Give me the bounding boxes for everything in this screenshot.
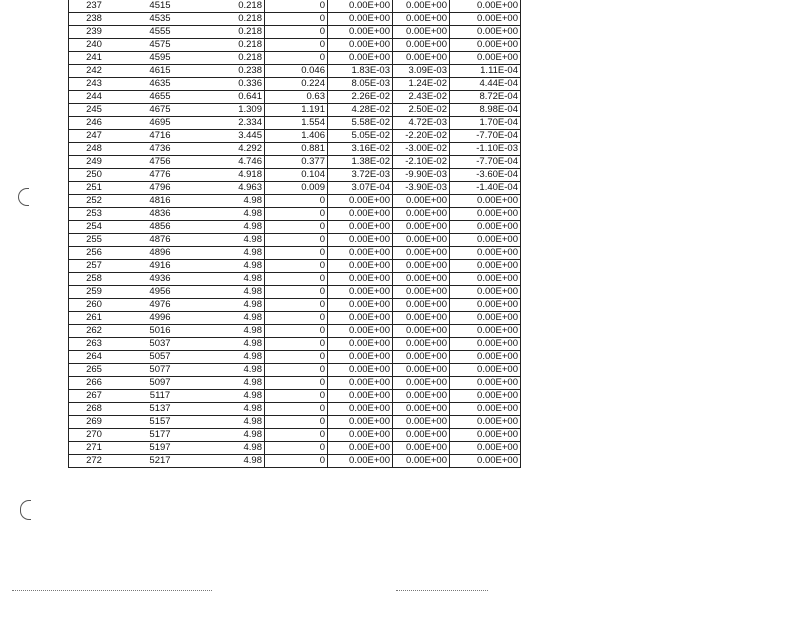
cumulative-value-cell: 4.98	[200, 403, 265, 416]
position-cell: 4936	[120, 273, 200, 286]
row-number-cell: 241	[68, 52, 120, 65]
value-cell: 0	[265, 13, 328, 26]
row-number-cell: 254	[68, 221, 120, 234]
value-cell: 0	[265, 195, 328, 208]
position-cell: 4916	[120, 260, 200, 273]
first-derivative-cell: 0.00E+00	[328, 247, 393, 260]
table-row	[68, 351, 521, 364]
second-derivative-cell: 0.00E+00	[393, 39, 450, 52]
position-cell: 4615	[120, 65, 200, 78]
second-derivative-cell: 0.00E+00	[393, 195, 450, 208]
table-row	[68, 403, 521, 416]
third-derivative-cell: 0.00E+00	[450, 312, 521, 325]
cumulative-value-cell: 4.98	[200, 442, 265, 455]
third-derivative-cell: 0.00E+00	[450, 364, 521, 377]
data-table	[68, 0, 521, 468]
table-row	[68, 26, 521, 39]
table-row	[68, 52, 521, 65]
value-cell: 0	[265, 403, 328, 416]
table-row	[68, 104, 521, 117]
value-cell: 0.881	[265, 143, 328, 156]
position-cell: 5137	[120, 403, 200, 416]
cumulative-value-cell: 4.98	[200, 234, 265, 247]
row-number-cell: 250	[68, 169, 120, 182]
second-derivative-cell: 0.00E+00	[393, 403, 450, 416]
row-number-cell: 238	[68, 13, 120, 26]
spreadsheet-page	[68, 0, 520, 468]
value-cell: 0	[265, 312, 328, 325]
first-derivative-cell: 2.26E-02	[328, 91, 393, 104]
value-cell: 0	[265, 364, 328, 377]
cumulative-value-cell: 3.445	[200, 130, 265, 143]
second-derivative-cell: 0.00E+00	[393, 299, 450, 312]
cumulative-value-cell: 4.746	[200, 156, 265, 169]
row-number-cell: 272	[68, 455, 120, 468]
first-derivative-cell: 0.00E+00	[328, 390, 393, 403]
position-cell: 5157	[120, 416, 200, 429]
second-derivative-cell: -2.10E-02	[393, 156, 450, 169]
position-cell: 4695	[120, 117, 200, 130]
table-row	[68, 260, 521, 273]
third-derivative-cell: 0.00E+00	[450, 234, 521, 247]
value-cell: 0	[265, 442, 328, 455]
row-number-cell: 266	[68, 377, 120, 390]
second-derivative-cell: 0.00E+00	[393, 416, 450, 429]
row-number-cell: 252	[68, 195, 120, 208]
position-cell: 4575	[120, 39, 200, 52]
scan-artifact-mark	[18, 188, 29, 206]
first-derivative-cell: 0.00E+00	[328, 26, 393, 39]
cumulative-value-cell: 4.98	[200, 390, 265, 403]
value-cell: 0	[265, 377, 328, 390]
table-row	[68, 117, 521, 130]
value-cell: 0	[265, 429, 328, 442]
first-derivative-cell: 0.00E+00	[328, 455, 393, 468]
position-cell: 5097	[120, 377, 200, 390]
row-number-cell: 247	[68, 130, 120, 143]
third-derivative-cell: -3.60E-04	[450, 169, 521, 182]
table-row	[68, 273, 521, 286]
first-derivative-cell: 0.00E+00	[328, 208, 393, 221]
value-cell: 0	[265, 234, 328, 247]
row-number-cell: 263	[68, 338, 120, 351]
position-cell: 4675	[120, 104, 200, 117]
second-derivative-cell: -3.90E-03	[393, 182, 450, 195]
value-cell: 1.191	[265, 104, 328, 117]
row-number-cell: 257	[68, 260, 120, 273]
second-derivative-cell: 0.00E+00	[393, 26, 450, 39]
position-cell: 4716	[120, 130, 200, 143]
third-derivative-cell: 0.00E+00	[450, 416, 521, 429]
second-derivative-cell: 0.00E+00	[393, 364, 450, 377]
table-row	[68, 13, 521, 26]
third-derivative-cell: 0.00E+00	[450, 0, 521, 13]
first-derivative-cell: 0.00E+00	[328, 260, 393, 273]
table-row	[68, 78, 521, 91]
first-derivative-cell: 0.00E+00	[328, 442, 393, 455]
cumulative-value-cell: 4.98	[200, 260, 265, 273]
second-derivative-cell: -2.20E-02	[393, 130, 450, 143]
row-number-cell: 243	[68, 78, 120, 91]
first-derivative-cell: 3.72E-03	[328, 169, 393, 182]
row-number-cell: 237	[68, 0, 120, 13]
first-derivative-cell: 4.28E-02	[328, 104, 393, 117]
table-row	[68, 221, 521, 234]
table-row	[68, 39, 521, 52]
first-derivative-cell: 0.00E+00	[328, 351, 393, 364]
cumulative-value-cell: 4.98	[200, 351, 265, 364]
third-derivative-cell: 0.00E+00	[450, 325, 521, 338]
cumulative-value-cell: 0.218	[200, 26, 265, 39]
cumulative-value-cell: 4.98	[200, 429, 265, 442]
value-cell: 0	[265, 221, 328, 234]
row-number-cell: 240	[68, 39, 120, 52]
value-cell: 0.224	[265, 78, 328, 91]
second-derivative-cell: 0.00E+00	[393, 234, 450, 247]
table-row	[68, 247, 521, 260]
first-derivative-cell: 0.00E+00	[328, 403, 393, 416]
value-cell: 0	[265, 325, 328, 338]
second-derivative-cell: 0.00E+00	[393, 208, 450, 221]
third-derivative-cell: 0.00E+00	[450, 455, 521, 468]
first-derivative-cell: 0.00E+00	[328, 195, 393, 208]
first-derivative-cell: 0.00E+00	[328, 312, 393, 325]
third-derivative-cell: 0.00E+00	[450, 299, 521, 312]
position-cell: 4996	[120, 312, 200, 325]
value-cell: 0.104	[265, 169, 328, 182]
second-derivative-cell: 0.00E+00	[393, 286, 450, 299]
table-row	[68, 390, 521, 403]
second-derivative-cell: 0.00E+00	[393, 13, 450, 26]
row-number-cell: 259	[68, 286, 120, 299]
row-number-cell: 269	[68, 416, 120, 429]
row-number-cell: 268	[68, 403, 120, 416]
cumulative-value-cell: 0.218	[200, 13, 265, 26]
first-derivative-cell: 0.00E+00	[328, 273, 393, 286]
cumulative-value-cell: 4.98	[200, 208, 265, 221]
first-derivative-cell: 0.00E+00	[328, 338, 393, 351]
third-derivative-cell: 0.00E+00	[450, 13, 521, 26]
value-cell: 0.046	[265, 65, 328, 78]
position-cell: 4635	[120, 78, 200, 91]
cumulative-value-cell: 0.641	[200, 91, 265, 104]
table-row	[68, 312, 521, 325]
cumulative-value-cell: 0.218	[200, 0, 265, 13]
third-derivative-cell: 0.00E+00	[450, 286, 521, 299]
cumulative-value-cell: 4.98	[200, 338, 265, 351]
position-cell: 4836	[120, 208, 200, 221]
first-derivative-cell: 0.00E+00	[328, 364, 393, 377]
third-derivative-cell: 0.00E+00	[450, 26, 521, 39]
second-derivative-cell: 4.72E-03	[393, 117, 450, 130]
first-derivative-cell: 8.05E-03	[328, 78, 393, 91]
first-derivative-cell: 1.38E-02	[328, 156, 393, 169]
second-derivative-cell: 0.00E+00	[393, 442, 450, 455]
table-row	[68, 65, 521, 78]
position-cell: 4956	[120, 286, 200, 299]
third-derivative-cell: 0.00E+00	[450, 442, 521, 455]
position-cell: 4595	[120, 52, 200, 65]
row-number-cell: 260	[68, 299, 120, 312]
position-cell: 4555	[120, 26, 200, 39]
value-cell: 0	[265, 247, 328, 260]
cumulative-value-cell: 4.292	[200, 143, 265, 156]
third-derivative-cell: 1.70E-04	[450, 117, 521, 130]
row-number-cell: 255	[68, 234, 120, 247]
footer-dotted-line	[12, 590, 212, 591]
scan-artifact-mark	[20, 500, 31, 520]
first-derivative-cell: 0.00E+00	[328, 325, 393, 338]
cumulative-value-cell: 0.336	[200, 78, 265, 91]
table-row	[68, 377, 521, 390]
table-row	[68, 338, 521, 351]
third-derivative-cell: 0.00E+00	[450, 221, 521, 234]
table-row	[68, 455, 521, 468]
first-derivative-cell: 5.58E-02	[328, 117, 393, 130]
value-cell: 0	[265, 299, 328, 312]
third-derivative-cell: -1.10E-03	[450, 143, 521, 156]
value-cell: 0	[265, 455, 328, 468]
cumulative-value-cell: 1.309	[200, 104, 265, 117]
position-cell: 4856	[120, 221, 200, 234]
value-cell: 0	[265, 0, 328, 13]
table-row	[68, 299, 521, 312]
footer-dotted-line	[396, 590, 488, 591]
value-cell: 0	[265, 390, 328, 403]
third-derivative-cell: -7.70E-04	[450, 156, 521, 169]
first-derivative-cell: 0.00E+00	[328, 416, 393, 429]
row-number-cell: 245	[68, 104, 120, 117]
row-number-cell: 244	[68, 91, 120, 104]
value-cell: 0	[265, 416, 328, 429]
table-row	[68, 169, 521, 182]
row-number-cell: 249	[68, 156, 120, 169]
row-number-cell: 251	[68, 182, 120, 195]
second-derivative-cell: 0.00E+00	[393, 221, 450, 234]
cumulative-value-cell: 4.98	[200, 325, 265, 338]
value-cell: 0	[265, 52, 328, 65]
row-number-cell: 256	[68, 247, 120, 260]
third-derivative-cell: 0.00E+00	[450, 429, 521, 442]
third-derivative-cell: 0.00E+00	[450, 39, 521, 52]
value-cell: 0	[265, 351, 328, 364]
first-derivative-cell: 0.00E+00	[328, 0, 393, 13]
row-number-cell: 262	[68, 325, 120, 338]
second-derivative-cell: 0.00E+00	[393, 260, 450, 273]
cumulative-value-cell: 0.218	[200, 52, 265, 65]
second-derivative-cell: 2.43E-02	[393, 91, 450, 104]
cumulative-value-cell: 4.98	[200, 364, 265, 377]
row-number-cell: 239	[68, 26, 120, 39]
cumulative-value-cell: 4.98	[200, 273, 265, 286]
row-number-cell: 270	[68, 429, 120, 442]
first-derivative-cell: 0.00E+00	[328, 377, 393, 390]
value-cell: 0	[265, 260, 328, 273]
value-cell: 0.009	[265, 182, 328, 195]
cumulative-value-cell: 0.218	[200, 39, 265, 52]
value-cell: 0	[265, 273, 328, 286]
position-cell: 5016	[120, 325, 200, 338]
first-derivative-cell: 3.16E-02	[328, 143, 393, 156]
second-derivative-cell: 0.00E+00	[393, 390, 450, 403]
second-derivative-cell: -9.90E-03	[393, 169, 450, 182]
cumulative-value-cell: 4.98	[200, 195, 265, 208]
row-number-cell: 264	[68, 351, 120, 364]
first-derivative-cell: 0.00E+00	[328, 221, 393, 234]
cumulative-value-cell: 4.98	[200, 247, 265, 260]
third-derivative-cell: 0.00E+00	[450, 403, 521, 416]
third-derivative-cell: -1.40E-04	[450, 182, 521, 195]
table-row	[68, 208, 521, 221]
table-row	[68, 364, 521, 377]
second-derivative-cell: 0.00E+00	[393, 0, 450, 13]
third-derivative-cell: 0.00E+00	[450, 195, 521, 208]
cumulative-value-cell: 2.334	[200, 117, 265, 130]
third-derivative-cell: 0.00E+00	[450, 338, 521, 351]
value-cell: 0	[265, 208, 328, 221]
second-derivative-cell: 0.00E+00	[393, 273, 450, 286]
third-derivative-cell: 0.00E+00	[450, 377, 521, 390]
second-derivative-cell: 0.00E+00	[393, 377, 450, 390]
row-number-cell: 265	[68, 364, 120, 377]
third-derivative-cell: 1.11E-04	[450, 65, 521, 78]
position-cell: 5057	[120, 351, 200, 364]
second-derivative-cell: -3.00E-02	[393, 143, 450, 156]
second-derivative-cell: 0.00E+00	[393, 325, 450, 338]
left-border-line	[68, 0, 69, 468]
cumulative-value-cell: 4.98	[200, 299, 265, 312]
position-cell: 4976	[120, 299, 200, 312]
third-derivative-cell: 8.98E-04	[450, 104, 521, 117]
cumulative-value-cell: 4.98	[200, 377, 265, 390]
position-cell: 5197	[120, 442, 200, 455]
position-cell: 4776	[120, 169, 200, 182]
first-derivative-cell: 0.00E+00	[328, 234, 393, 247]
position-cell: 4796	[120, 182, 200, 195]
row-number-cell: 248	[68, 143, 120, 156]
first-derivative-cell: 0.00E+00	[328, 286, 393, 299]
third-derivative-cell: 0.00E+00	[450, 52, 521, 65]
cumulative-value-cell: 4.98	[200, 312, 265, 325]
third-derivative-cell: 0.00E+00	[450, 351, 521, 364]
value-cell: 0.63	[265, 91, 328, 104]
first-derivative-cell: 1.83E-03	[328, 65, 393, 78]
table-row	[68, 234, 521, 247]
position-cell: 4756	[120, 156, 200, 169]
cumulative-value-cell: 0.238	[200, 65, 265, 78]
position-cell: 4655	[120, 91, 200, 104]
table-row	[68, 286, 521, 299]
position-cell: 4896	[120, 247, 200, 260]
second-derivative-cell: 1.24E-02	[393, 78, 450, 91]
position-cell: 5177	[120, 429, 200, 442]
table-row	[68, 182, 521, 195]
third-derivative-cell: 0.00E+00	[450, 247, 521, 260]
position-cell: 4515	[120, 0, 200, 13]
cumulative-value-cell: 4.98	[200, 286, 265, 299]
table-row	[68, 143, 521, 156]
row-number-cell: 271	[68, 442, 120, 455]
second-derivative-cell: 3.09E-03	[393, 65, 450, 78]
table-row	[68, 416, 521, 429]
table-row	[68, 195, 521, 208]
row-number-cell: 246	[68, 117, 120, 130]
value-cell: 0	[265, 338, 328, 351]
second-derivative-cell: 0.00E+00	[393, 429, 450, 442]
value-cell: 1.406	[265, 130, 328, 143]
third-derivative-cell: 4.44E-04	[450, 78, 521, 91]
third-derivative-cell: 8.72E-04	[450, 91, 521, 104]
value-cell: 0.377	[265, 156, 328, 169]
first-derivative-cell: 0.00E+00	[328, 299, 393, 312]
second-derivative-cell: 0.00E+00	[393, 52, 450, 65]
table-row	[68, 156, 521, 169]
table-row	[68, 442, 521, 455]
position-cell: 4876	[120, 234, 200, 247]
cumulative-value-cell: 4.98	[200, 416, 265, 429]
table-row	[68, 0, 521, 13]
value-cell: 0	[265, 286, 328, 299]
row-number-cell: 258	[68, 273, 120, 286]
row-number-cell: 242	[68, 65, 120, 78]
first-derivative-cell: 0.00E+00	[328, 429, 393, 442]
position-cell: 5037	[120, 338, 200, 351]
position-cell: 4736	[120, 143, 200, 156]
data-table-body	[68, 0, 521, 468]
value-cell: 0	[265, 26, 328, 39]
position-cell: 5217	[120, 455, 200, 468]
row-number-cell: 267	[68, 390, 120, 403]
table-row	[68, 91, 521, 104]
cumulative-value-cell: 4.98	[200, 455, 265, 468]
first-derivative-cell: 3.07E-04	[328, 182, 393, 195]
first-derivative-cell: 0.00E+00	[328, 52, 393, 65]
third-derivative-cell: 0.00E+00	[450, 273, 521, 286]
third-derivative-cell: 0.00E+00	[450, 260, 521, 273]
third-derivative-cell: -7.70E-04	[450, 130, 521, 143]
third-derivative-cell: 0.00E+00	[450, 208, 521, 221]
table-row	[68, 429, 521, 442]
first-derivative-cell: 5.05E-02	[328, 130, 393, 143]
cumulative-value-cell: 4.918	[200, 169, 265, 182]
first-derivative-cell: 0.00E+00	[328, 13, 393, 26]
second-derivative-cell: 2.50E-02	[393, 104, 450, 117]
cumulative-value-cell: 4.963	[200, 182, 265, 195]
value-cell: 0	[265, 39, 328, 52]
second-derivative-cell: 0.00E+00	[393, 455, 450, 468]
third-derivative-cell: 0.00E+00	[450, 390, 521, 403]
cumulative-value-cell: 4.98	[200, 221, 265, 234]
second-derivative-cell: 0.00E+00	[393, 312, 450, 325]
table-row	[68, 325, 521, 338]
position-cell: 4816	[120, 195, 200, 208]
position-cell: 5077	[120, 364, 200, 377]
row-number-cell: 261	[68, 312, 120, 325]
row-number-cell: 253	[68, 208, 120, 221]
second-derivative-cell: 0.00E+00	[393, 247, 450, 260]
first-derivative-cell: 0.00E+00	[328, 39, 393, 52]
second-derivative-cell: 0.00E+00	[393, 351, 450, 364]
second-derivative-cell: 0.00E+00	[393, 338, 450, 351]
table-row	[68, 130, 521, 143]
value-cell: 1.554	[265, 117, 328, 130]
position-cell: 5117	[120, 390, 200, 403]
position-cell: 4535	[120, 13, 200, 26]
